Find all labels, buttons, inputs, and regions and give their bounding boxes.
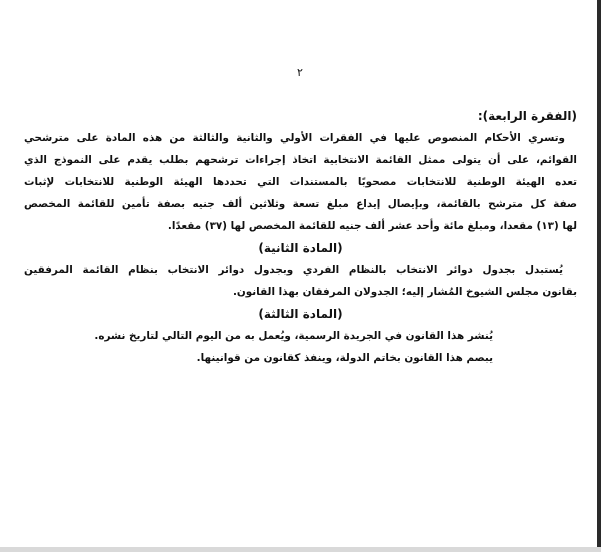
article-3-text <box>24 326 577 370</box>
article-2-heading: (المادة الثانية) <box>258 241 343 255</box>
text-line: لها (١٣) مقعدا، ومبلغ مائة وأحد عشر ألف جنيه للقائمة المخصص لها (٣٧) مقعدًا. <box>167 220 577 232</box>
text-line: تعده الهيئة الوطنية للانتخابات مصحوبًا بالمستندات التي تحددها الهيئة الوطنية للانتخابات لإثبات <box>24 176 577 188</box>
document-body <box>24 106 577 370</box>
text-line: القوائم، على أن يتولى ممثل القائمة الانتخابية اتخاذ إجراءات ترشحهم بطلب يقدم على النموذج الذي <box>24 154 577 166</box>
text-line: بقانون مجلس الشيوخ المُشار إليه؛ الجدولان المرفقان بهذا القانون. <box>232 286 577 298</box>
paragraph-4-text <box>24 128 577 238</box>
scan-edge-right <box>597 0 601 552</box>
text-line: وتسري الأحكام المنصوص عليها في الفقرات الأولي والثانية والثالثة من هذه المادة على مترشحي <box>24 132 565 144</box>
text-line: صفة كل مترشح بالقائمة، وبإيصال إيداع مبلغ تسعة وثلاثين ألف جنيه بصفة تأمين للقائمة المخصص <box>24 198 577 210</box>
text-line: يُنشر هذا القانون في الجريدة الرسمية، ويُعمل به من اليوم التالي لتاريخ نشره. <box>94 330 493 342</box>
page-number: ٢ <box>297 66 303 79</box>
scan-edge-bottom <box>0 547 601 552</box>
paragraph-4-heading: (الفقرة الرابعة): <box>477 109 577 123</box>
article-3-heading: (المادة الثالثة) <box>258 307 343 321</box>
text-line: يبصم هذا القانون بخاتم الدولة، وينفذ كقانون من قوانينها. <box>196 352 493 364</box>
article-2-text <box>24 260 577 304</box>
text-line: يُستبدل بجدول دوائر الانتخاب بالنظام الفردي وبجدول دوائر الانتخاب بنظام القائمة المرفقين <box>24 264 563 276</box>
